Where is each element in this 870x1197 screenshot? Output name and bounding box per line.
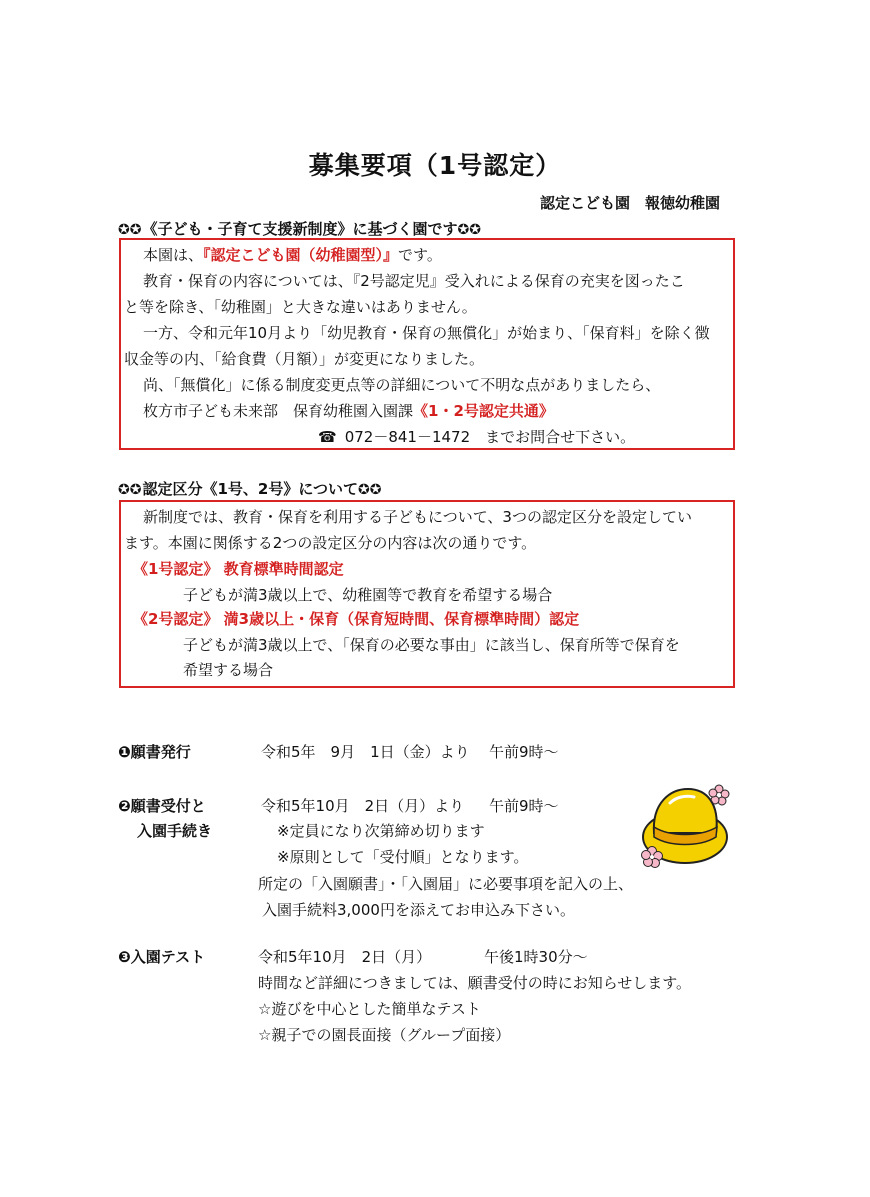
heading-mark-right: ✪✪ [358,482,382,498]
section2-heading-text: 認定区分《1号、2号》について [142,480,359,498]
telephone-icon: ☎ [318,428,337,446]
office-name: 枚方市子ども未来部 保育幼稚園入園課 [143,402,414,420]
section1-p3-line2: 収金等の内、「給食費（月額）」が変更になりました。 [124,350,485,368]
schedule-item2-detail1: 所定の「入園願書」・「入園届」に必要事項を記入の上、 [258,875,634,893]
schedule-item2-label [118,793,206,820]
schedule-item3-detail3: ☆親子での園長面接（グループ面接） [258,1026,511,1044]
heading-mark-left: ✪✪ [118,222,142,238]
section1-p4-line1: 尚、「無償化」に係る制度変更点等の詳細について不明な点がありましたら、 [143,376,661,394]
section1-p1 [143,242,442,269]
schedule-item1-time: 午前9時～ [489,743,559,761]
schedule-item2-date: 令和5年10月 2日（月）より [261,797,465,815]
section1-heading-text: 《子ども・子育て支援新制度》に基づく園です [142,220,458,238]
heading-mark-left: ✪✪ [118,482,142,498]
schedule-item3-date: 令和5年10月 2日（月） [258,948,432,966]
schedule-item1-date: 令和5年 9月 1日（金）より [261,743,470,761]
section2-intro-line2: ます。本園に関係する2つの設定区分の内容は次の通りです。 [124,534,537,552]
schedule-item2-note2: ※原則として「受付順」となります。 [277,848,529,866]
schedule-item1-label [118,739,191,766]
schedule-item3-label [118,944,205,971]
category2-description-line2: 希望する場合 [183,661,274,679]
schedule-item3-detail1: 時間など詳細につきましては、願書受付の時にお知らせします。 [258,974,692,992]
section1-p3-line1: 一方、令和元年10月より「幼児教育・保育の無償化」が始まり、「保育料」を除く徴 [143,324,710,342]
number-2-icon: ❷ [118,797,131,815]
p1-highlight: 『認定こども園（幼稚園型）』 [203,246,399,264]
section2-heading [118,478,383,499]
section1-tel [318,424,635,451]
schedule-item2-note1: ※定員になり次第締め切ります [277,822,485,840]
schedule-item2-detail2: 入園手続料3,000円を添えてお申込み下さい。 [262,901,575,919]
number-1-icon: ❶ [118,743,131,761]
section2-intro-line1: 新制度では、教育・保育を利用する子どもについて、3つの認定区分を設定してい [143,508,692,526]
number-3-icon: ❸ [118,948,131,966]
schedule-item2-label-line2: 入園手続き [137,822,213,840]
category1-description: 子どもが満3歳以上で、幼稚園等で教育を希望する場合 [183,586,553,604]
category2-heading: 《2号認定》 満3歳以上・保育（保育短時間、保育標準時間）認定 [133,610,580,628]
kindergarten-name: 認定こども園 報徳幼稚園 [539,194,720,212]
schedule-item2-time: 午前9時～ [489,797,559,815]
item1-label-text: 願書発行 [130,743,191,761]
p1-pre: 本園は、 [143,246,204,264]
category1-heading: 《1号認定》 教育標準時間認定 [133,560,344,578]
school-hat-illustration [640,775,735,875]
item3-label-text: 入園テスト [130,948,206,966]
schedule-item3-time: 午後1時30分～ [484,948,588,966]
section1-heading [118,218,482,239]
section1-p2-line1: 教育・保育の内容については、『2号認定児』受入れによる保育の充実を図ったこ [143,272,685,290]
office-note: 《1・2号認定共通》 [413,402,554,420]
page-title: 募集要項（1号認定） [308,151,562,180]
section1-p2-line2: と等を除き、「幼稚園」と大きな違いはありません。 [124,298,477,316]
telephone-number: 072－841－1472 までお問合せ下さい。 [344,428,636,446]
item2-label-text: 願書受付と [130,797,206,815]
category2-description-line1: 子どもが満3歳以上で、「保育の必要な事由」に該当し、保育所等で保育を [183,636,680,654]
heading-mark-right: ✪✪ [457,222,481,238]
section1-p4-line2 [143,398,554,425]
schedule-item3-detail2: ☆遊びを中心とした簡単なテスト [258,1000,481,1018]
p1-post: です。 [398,246,442,264]
